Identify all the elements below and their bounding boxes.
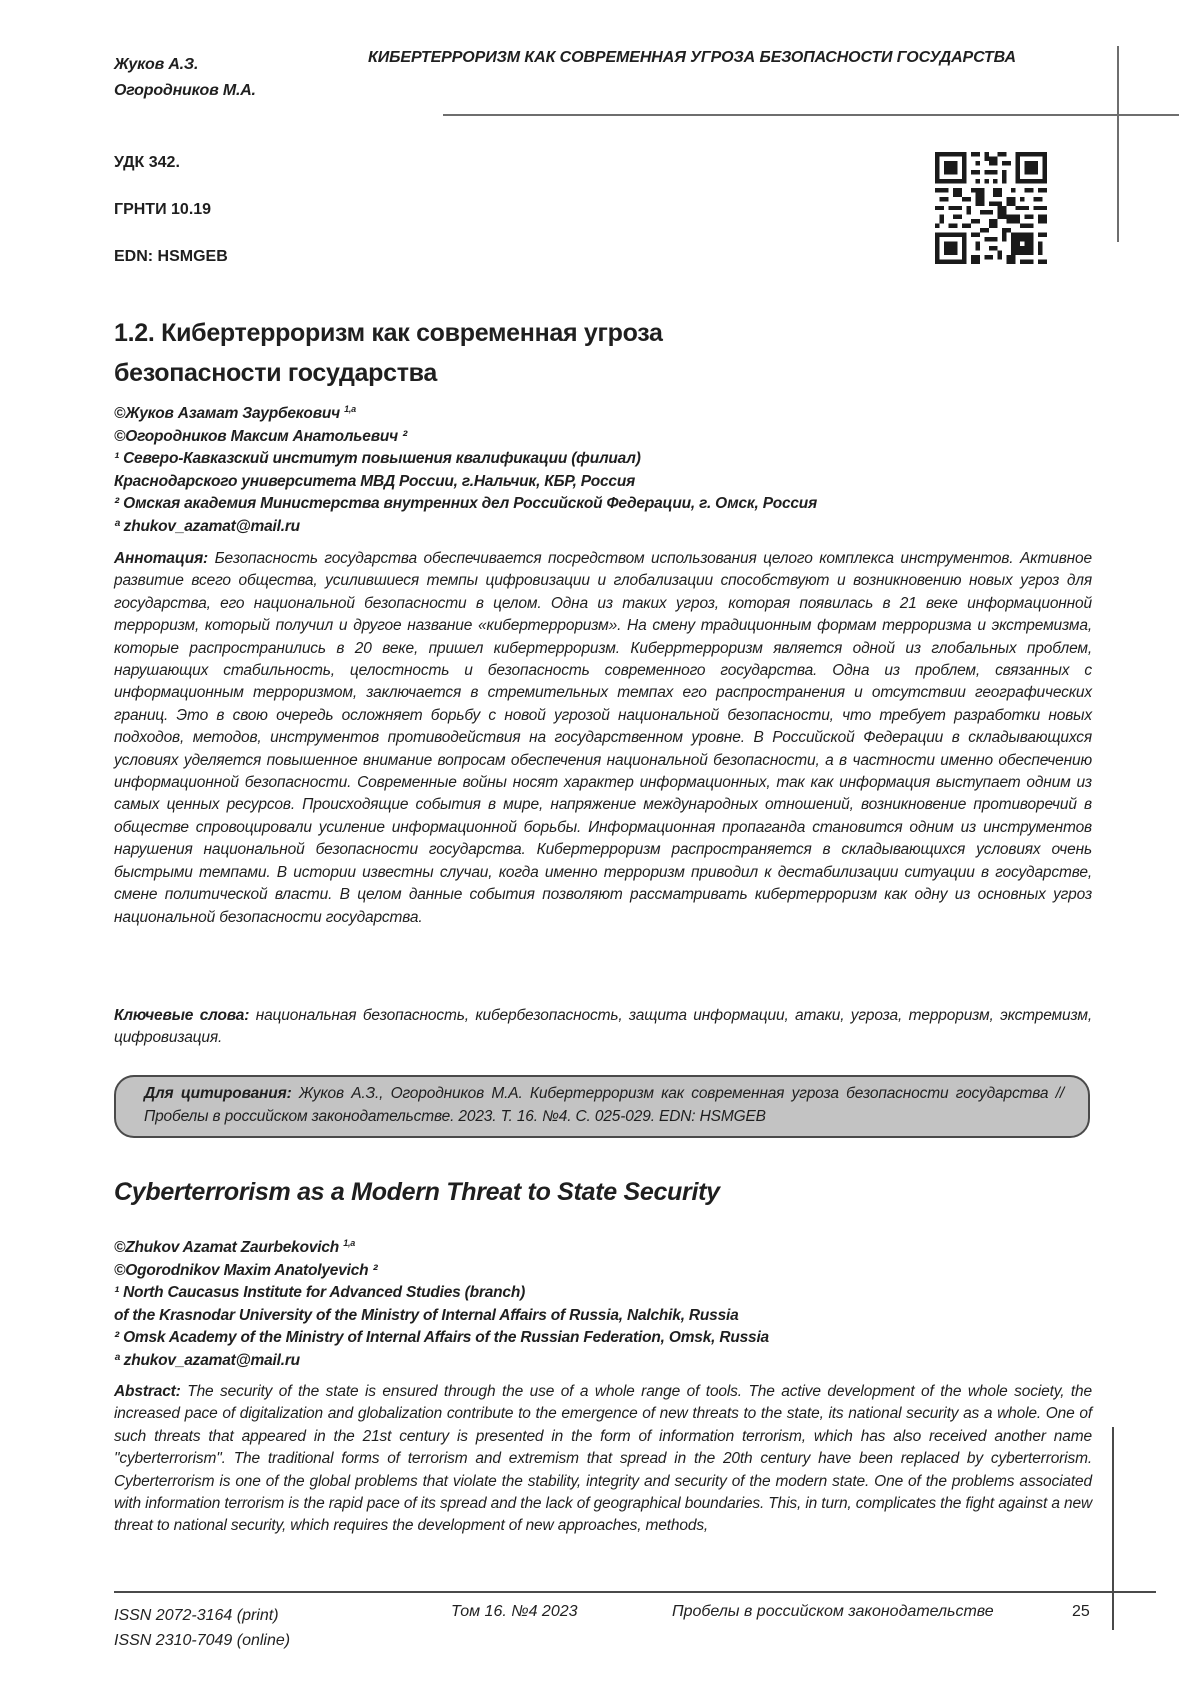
author-1-ru-sup: 1,a: [344, 404, 356, 414]
affiliation-1-en-line-1: ¹ North Caucasus Institute for Advanced Studies (branch): [114, 1284, 526, 1301]
citation-text: Жуков А.З., Огородников М.А. Кибертерроризм как современная угроза безопасности государства // Пробелы в российском законодательстве. 2023. Т. 16. №4. С. 025-029. EDN: HSMGEB: [144, 1085, 1064, 1125]
affiliation-2-ru: ² Омская академия Министерства внутренних дел Российской Федерации, г. Омск, Россия: [114, 495, 817, 512]
abstract-ru: [114, 548, 1092, 929]
affiliation-1-ru-line-2: Краснодарского университета МВД России, г.Нальчик, КБР, Россия: [114, 472, 636, 490]
page-number: 25: [1072, 1603, 1090, 1620]
citation-label: Для цитирования:: [144, 1085, 292, 1102]
footer-rule: [114, 1591, 1156, 1593]
header-crop-mark: [1117, 46, 1119, 242]
footer-issn: [114, 1603, 290, 1653]
keywords-ru-text: национальная безопасность, кибербезопасность, защита информации, атаки, угроза, терроризм, экстремизм, цифровизация.: [114, 1007, 1092, 1047]
running-header-author-2: Огородников М.А.: [114, 82, 256, 99]
abstract-ru-label: Аннотация:: [114, 550, 209, 567]
citation-text-block: [144, 1083, 1064, 1128]
article-title-en: Cyberterrorism as a Modern Threat to State Security: [114, 1178, 720, 1206]
authors-en: [114, 1232, 769, 1372]
author-1-en-sup: 1,a: [343, 1238, 356, 1248]
authors-ru: [114, 398, 817, 538]
issn-print: ISSN 2072-3164 (print): [114, 1607, 279, 1624]
abstract-en-text: The security of the state is ensured through the use of a whole range of tools. The active development of the whole society, the increased pace of digitalization and globalization contribute to the emergence of new threats to the state, its national security as a whole. One of such threats that appeared in the 21st century is presented in the form of information terrorism, which has also received another name "cyberterrorism". The traditional forms of terrorism and extremism that spread in the 20th century have been replaced by cyberterrorism. Cyberterrorism is one of the global problems that violate the stability, integrity and security of the modern state. One of the problems associated with information terrorism is the rapid pace of its spread and the lack of geographical boundaries. This, in turn, complicates the fight against a new threat to national security, which requires the development of new approaches, methods,: [114, 1383, 1092, 1535]
affiliation-1-en-line-2: of the Krasnodar University of the Ministry of Internal Affairs of Russia, Nalchik, Russia: [114, 1306, 739, 1324]
abstract-en: [114, 1381, 1092, 1538]
affiliation-1-ru-line-1: ¹ Северо-Кавказский институт повышения квалификации (филиал): [114, 450, 641, 467]
udk-code: УДК 342.: [114, 154, 180, 171]
header-rule: [443, 114, 1179, 116]
article-title-ru: [114, 313, 663, 393]
footer-volume: Том 16. №4 2023: [451, 1603, 578, 1620]
issn-online: ISSN 2310-7049 (online): [114, 1632, 291, 1649]
footer-journal-name: Пробелы в российском законодательстве: [672, 1603, 994, 1620]
article-title-ru-line-1: 1.2. Кибертерроризм как современная угроза: [114, 319, 663, 347]
running-header-authors: [114, 52, 256, 104]
article-title-ru-line-2: безопасности государства: [114, 359, 437, 387]
author-1-en: ©Zhukov Azamat Zaurbekovich $^{1,a}$: [114, 1238, 356, 1256]
grnti-code: ГРНТИ 10.19: [114, 201, 212, 218]
edn-code: EDN: HSMGEB: [114, 248, 228, 265]
keywords-ru: [114, 1005, 1092, 1050]
author-2-ru: ©Огородников Максим Анатольевич ²: [114, 427, 408, 445]
affiliation-2-en: ² Omsk Academy of the Ministry of Internal Affairs of the Russian Federation, Omsk, Russia: [114, 1329, 769, 1346]
running-header-title: КИБЕРТЕРРОРИЗМ КАК СОВРЕМЕННАЯ УГРОЗА БЕЗОПАСНОСТИ ГОСУДАРСТВА: [368, 49, 1016, 66]
author-1-ru: ©Жуков Азамат Заурбекович $^{1,a}$: [114, 404, 356, 422]
author-2-en: ©Ogorodnikov Maxim Anatolyevich ²: [114, 1261, 378, 1279]
email-en[interactable]: ª zhukov_azamat@mail.ru: [114, 1351, 300, 1369]
footer-crop-mark: [1112, 1427, 1114, 1630]
abstract-en-label: Abstract:: [114, 1383, 181, 1400]
email-ru[interactable]: ª zhukov_azamat@mail.ru: [114, 517, 300, 535]
qr-code-icon[interactable]: [935, 152, 1047, 264]
abstract-ru-text: Безопасность государства обеспечивается посредством использования целого комплекса инструментов. Активное развитие всего общества, усилившиеся темпы цифровизации и глобализации способствуют и возникновению новых угроз для государства, его национальной безопасности в целом. Одна из таких угроз, которая появилась в 21 веке информационной терроризм, который получил и другое название «кибертерроризм». На смену традиционным формам терроризма и экстремизма, которые распространились в 20 веке, пришел кибертерроризм. Киберртерроризм является одной из глобальных проблем, нарушающих стабильность, целостность и безопасность современного государства. Одна из проблем, связанных с информационным терроризмом, заключается в стремительных темпах его распространения и отсутствии географических границ. Это в свою очередь осложняет борьбу с новой угрозой национальной безопасности, что требует разработки новых подходов, методов, инструментов противодействия на государственном уровне. В Российской Федерации в складывающихся условиях уделяется повышенное внимание вопросам обеспечения национальной безопасности, а в частности именно обеспечению информационной безопасности. Современные войны носят характер информационных, так как информация выступает одним из самых ценных ресурсов. Происходящие события в мире, напряжение международных отношений, возникновение противоречий в обществе спровоцировали усиление информационной борьбы. Информационная пропаганда становится одним из инструментов нарушения национальной безопасности государства. Кибертерроризм распространяется в складывающихся условиях очень быстрыми темпами. В истории известны случаи, когда именно терроризм приводил к дестабилизации ситуации в государстве, смене политической власти. В целом данные события позволяют рассматривать кибертерроризм как одну из основных угроз национальной безопасности государства.: [114, 550, 1092, 926]
running-header-author-1: Жуков А.З.: [114, 56, 199, 73]
keywords-ru-label: Ключевые слова:: [114, 1007, 250, 1024]
